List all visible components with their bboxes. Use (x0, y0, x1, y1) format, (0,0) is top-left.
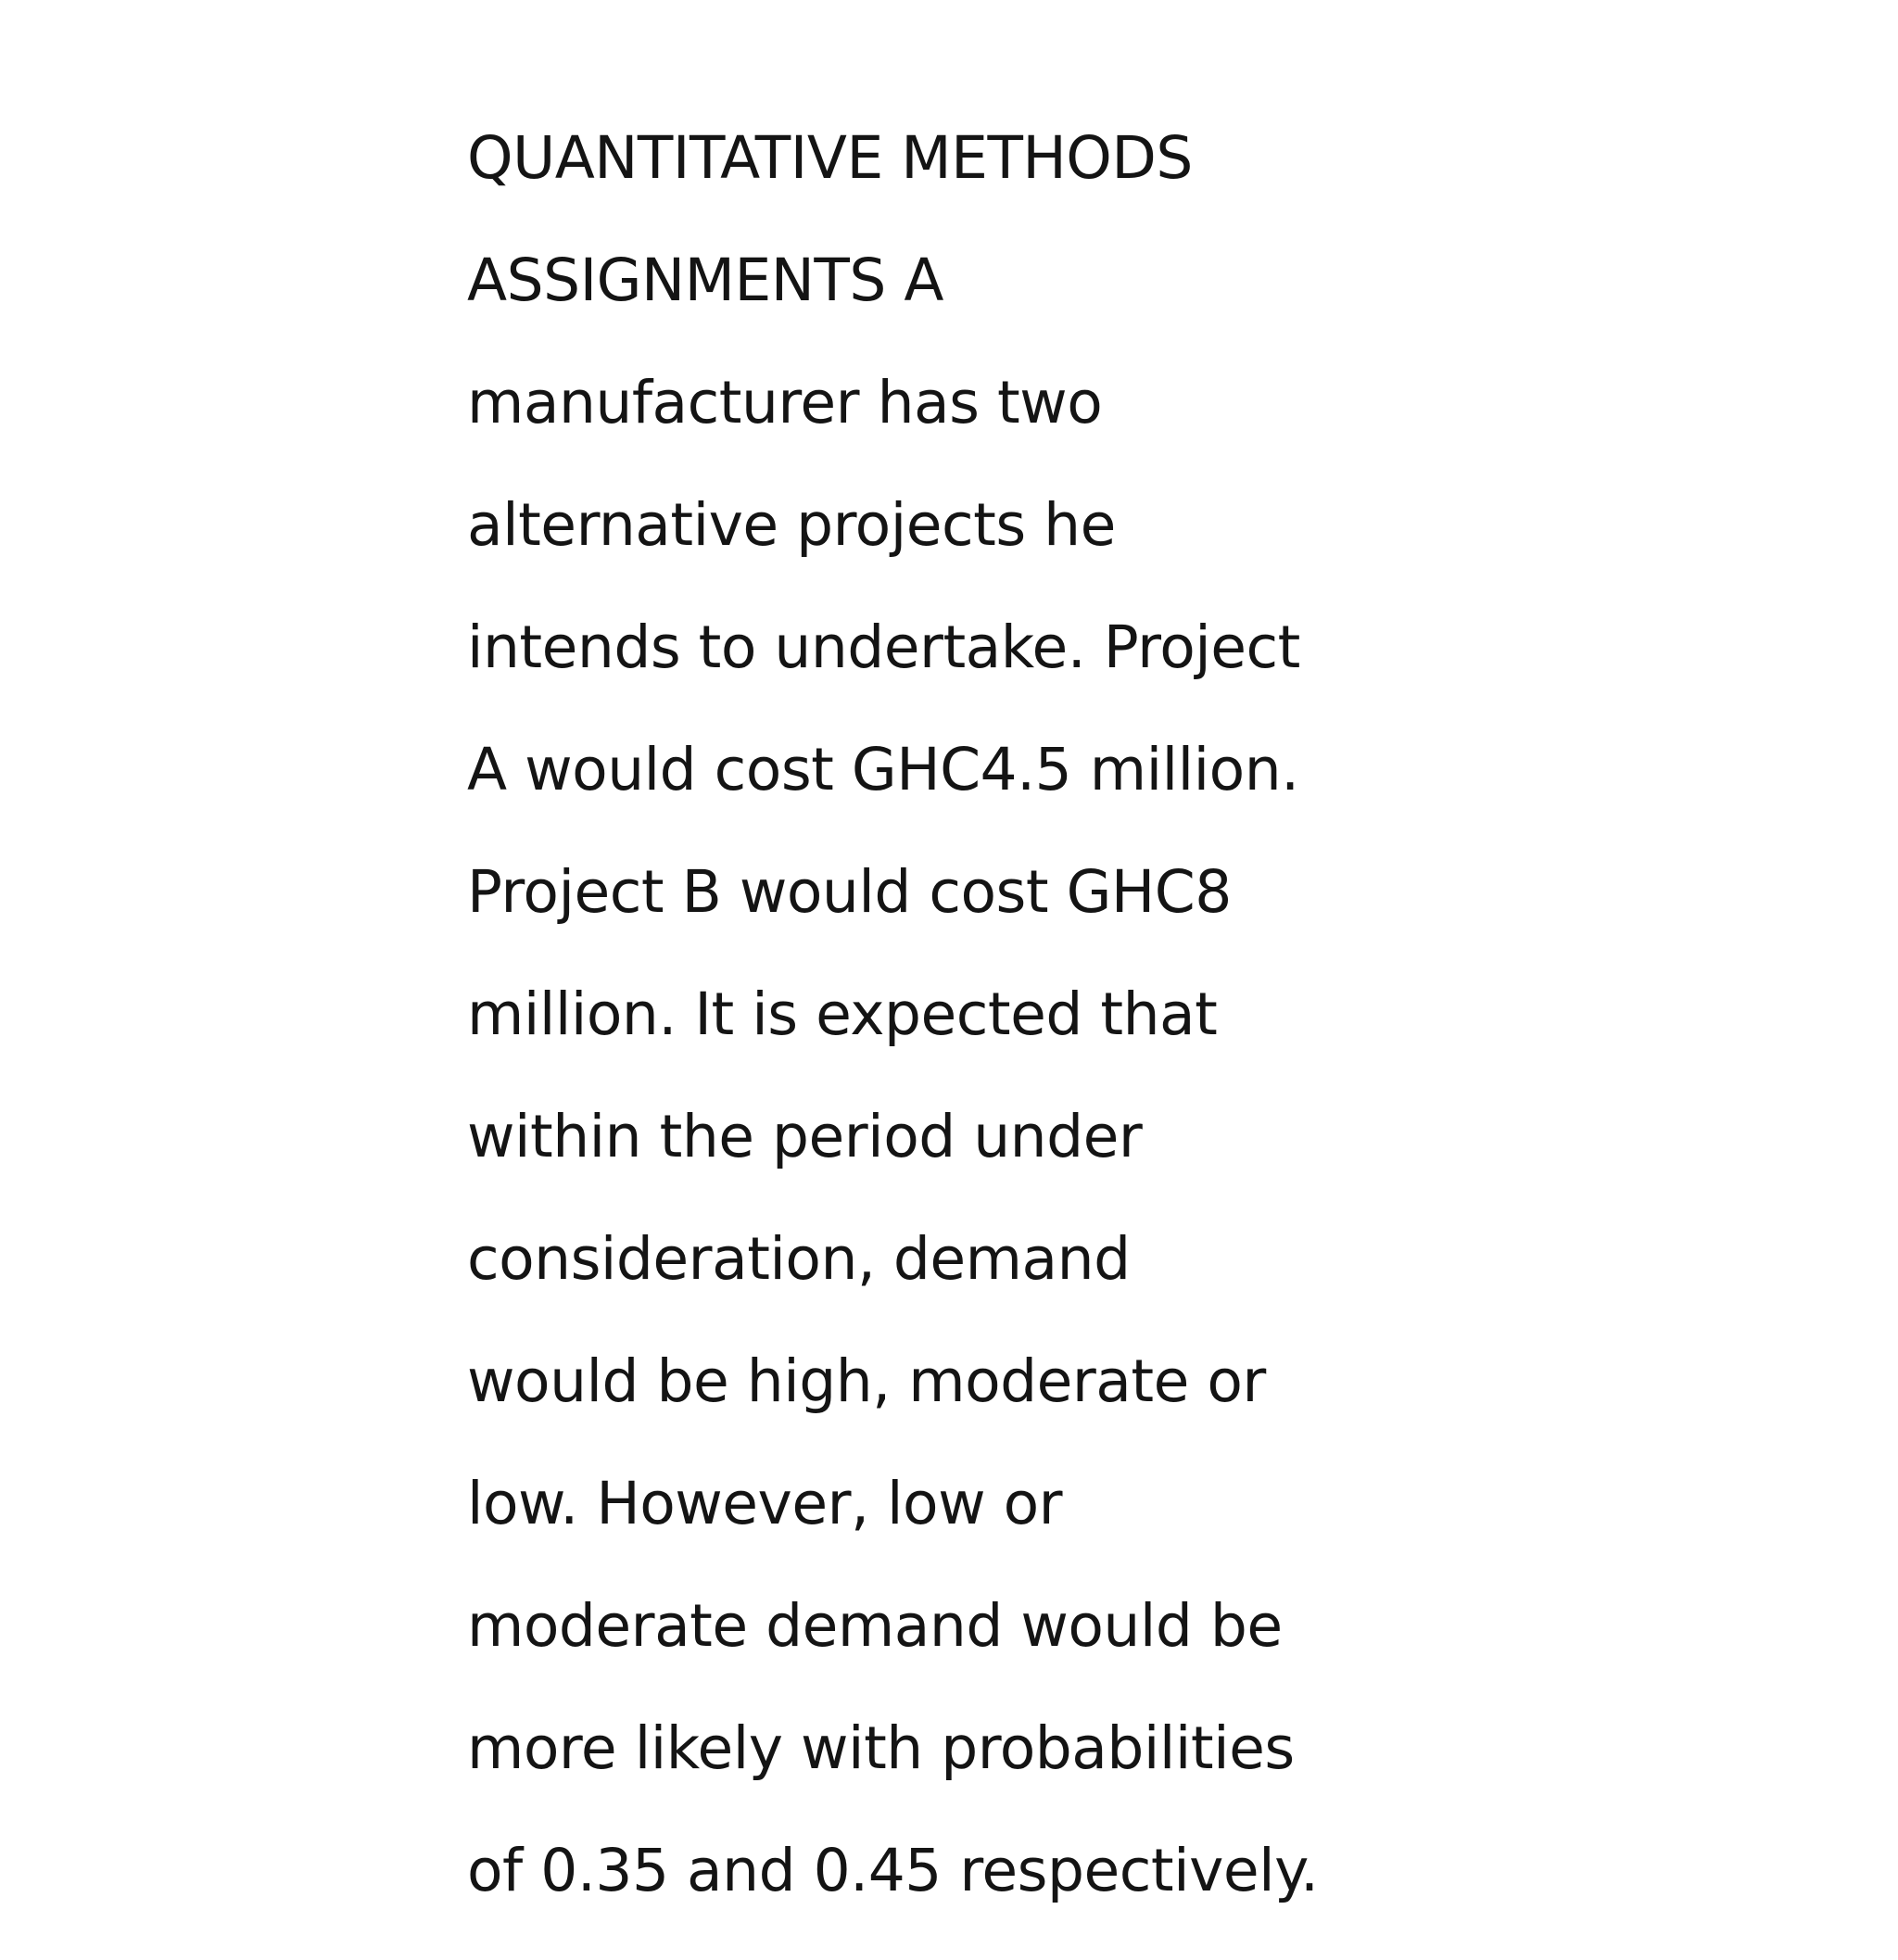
body-line: manufacturer has two (467, 369, 1103, 436)
body-line: intends to undertake. Project (467, 613, 1300, 681)
body-line: consideration, demand (467, 1225, 1131, 1293)
body-line: moderate demand would be (467, 1592, 1283, 1660)
body-line: alternative projects he (467, 491, 1116, 559)
title-line-1: QUANTITATIVE METHODS (467, 124, 1193, 192)
body-line: A would cost GHC4.5 million. (467, 736, 1299, 803)
assignment-text (467, 125, 1672, 1960)
body-line: more likely with probabilities (467, 1714, 1295, 1782)
body-line: low. However, low or (467, 1470, 1063, 1537)
body-line: Project B would cost GHC8 (467, 858, 1232, 926)
body-line: within the period under (467, 1103, 1143, 1170)
body-line: of 0.35 and 0.45 respectively. (467, 1837, 1319, 1904)
body-line: would be high, moderate or (467, 1347, 1266, 1415)
body-line: million. It is expected that (467, 980, 1218, 1048)
title-line-2: ASSIGNMENTS A (467, 247, 943, 314)
